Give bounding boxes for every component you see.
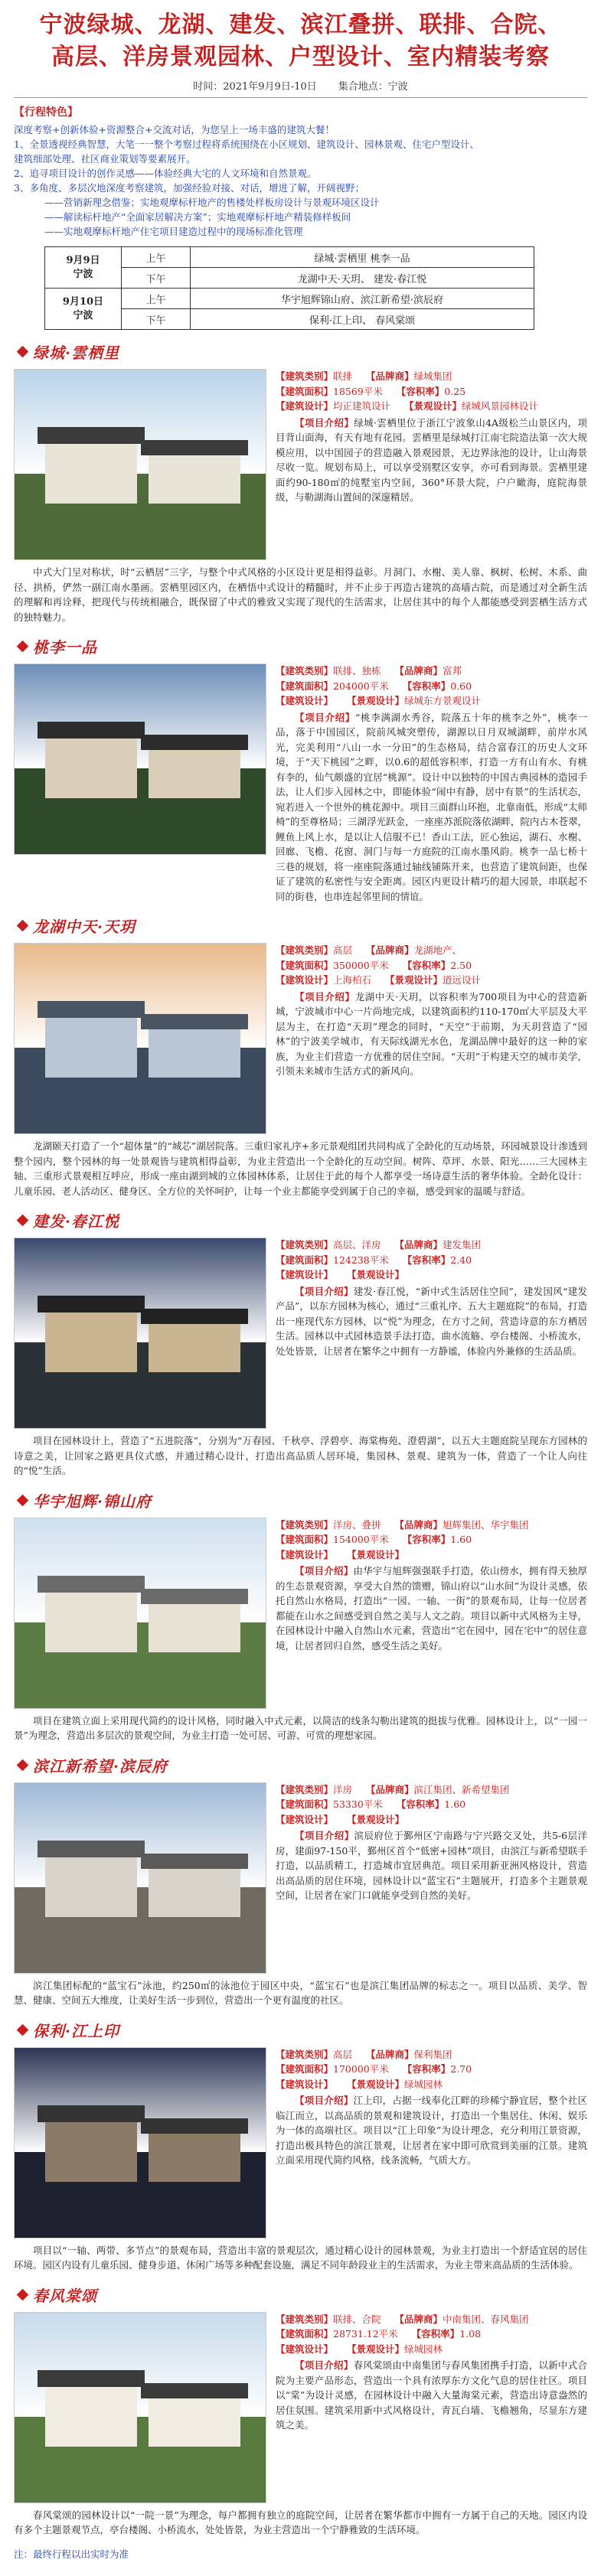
diamond-icon	[17, 2288, 29, 2300]
project-continuation: 龙湖颐天打造了一个“超体量”的“城芯”湖居院落。三重归家礼序+多元景观组团共同构成了全龄化的互动场景，环园城景设计渗透到整个园内，整个园林的每一处景观皆与建筑相得益彰，为业主营造出一个全龄化的互动空间。树阵、草坪、水景、阳光……三大园林主轴、三重形式景观相互呼应，形成一座由湖到城的立体园林体系，让居住于此的每个人都享受一场诗意生活的奢华体验。全龄化设计：儿童乐园、老人活动区、健身区、全方位的关怀呵护，让每一个业主都能享受到属于自己的幸福，感受到家的温暖与舒适。	[14, 1140, 587, 1197]
intro-label: 【项目介绍】	[295, 2095, 354, 2106]
field-label: 【景观设计】	[347, 2343, 405, 2355]
project-info	[276, 1782, 587, 1974]
intro-text: 龙湖中天·天玥，以容积率为700项目为中心的营造新城，宁波城市中心一片尚地完成，以建筑面积约110-170㎡大平层及大平层为主，在打造“天玥”理念的同时，“天空”于前期，为天玥营造了“园林”的宁波美学城市，有天际线湖光水色，龙湖品牌中最好的这一种的家族，为业主们营造一方优雅的居住空间。“天玥”于构建天空的城市美学，引领未来城市生活方式的新风向。	[276, 990, 587, 1077]
field-label: 【品牌商】	[394, 1518, 443, 1531]
project-body	[14, 943, 587, 1134]
project-header	[14, 341, 587, 363]
diamond-icon	[17, 1215, 29, 1227]
field-label: 【容积率】	[402, 1534, 451, 1545]
intro-label: 【项目介绍】	[295, 416, 354, 429]
project-continuation: 项目在建筑立面上采用现代简约的设计风格，同时融入中式元素，以简洁的线条勾勒出建筑的挺拔与优雅。园林设计上，以“一园一景”为理念，营造出多层次的景观空间，为业主打造一处可居、可游、可赏的理想家园。	[14, 1714, 587, 1741]
field-label: 【建筑类别】	[276, 944, 334, 956]
photo-building	[45, 737, 137, 798]
feature-line: 2、追寻项目设计的创作灵感——体验经典大宅的人文环境和自然景观。	[14, 168, 317, 179]
field-value: 0.25	[444, 385, 466, 397]
field-value: 中南集团、春风集团	[443, 2313, 529, 2325]
field-value: 洋房	[333, 1783, 353, 1795]
design-row	[276, 973, 587, 988]
area-far-row	[276, 1253, 587, 1268]
project-photo	[14, 369, 266, 560]
field-value: 2.40	[450, 1254, 472, 1266]
design-row	[276, 1547, 587, 1563]
field-label: 【建筑面积】	[276, 680, 334, 692]
intro-label: 【项目介绍】	[295, 711, 355, 723]
field-label: 【景观设计】	[385, 974, 443, 986]
field-label: 【建筑设计】	[276, 2078, 334, 2090]
project-intro	[276, 1564, 587, 1653]
project-continuation: 项目以“一轴、两带、多节点”的景观布局，营造出丰富的景观层次，通过精心设计的园林景观，为业主打造出一个舒适宜居的居住环境。园区内设有儿童乐园、健身步道、休闲广场等多种配套设施，满足不同年龄段业主的生活需求，为业主带来高品质的生活体验。	[14, 2244, 587, 2271]
project-continuation: 中式大门呈对称状，时“云栖居”三字，与整个中式风格的小区设计更是相得益彰。月洞门、水榭、美人靠、枫树、松树、木系、曲径、拱桥，俨然一副江南水墨画。雲栖里园区内，在栖悟中式设计的精髓时，并不止步于再造古建筑的高墙古院，而是通过对全新生活的理解和再诠释，把现代与传统相融合，既保留了中式的雅致又实现了现代的生活需求，让居住其中的每个人都能感受到雲栖生活方式的独特魅力。	[14, 566, 587, 623]
project-photo	[14, 1237, 266, 1429]
project-intro	[276, 1284, 587, 1359]
project-section	[14, 1489, 587, 1743]
field-label: 【建筑设计】	[276, 2343, 334, 2355]
projects-list	[14, 341, 587, 2538]
field-label: 【建筑类别】	[276, 665, 334, 677]
footer-note: 注：最终行程以出实时为准	[14, 2548, 129, 2560]
field-value: 18569平米	[333, 385, 383, 397]
feature-line: 深度考察+创新体验+资源整合+交流对话，为您呈上一场丰盛的建筑大餐！	[14, 124, 335, 135]
photo-roof	[38, 1001, 145, 1018]
field-value: 高层	[333, 2048, 353, 2060]
field-value: 1.60	[444, 1798, 466, 1810]
intro-label: 【项目介绍】	[295, 2359, 354, 2371]
schedule-content: 华宇旭辉锦山府、滨江新希望·滨辰府	[191, 289, 534, 309]
photo-roof	[38, 1296, 145, 1312]
project-photo	[14, 2312, 266, 2503]
project-intro	[276, 2358, 587, 2433]
photo-roof	[38, 2370, 145, 2387]
photo-roof	[141, 1854, 248, 1869]
type-brand-row	[276, 1782, 587, 1798]
project-name: 滨江新希望·滨辰府	[33, 1756, 168, 1775]
field-label: 【建筑设计】	[276, 1813, 334, 1825]
photo-building	[45, 1311, 137, 1372]
field-label: 【品牌商】	[366, 2048, 414, 2060]
field-label: 【建筑类别】	[276, 1783, 334, 1795]
schedule-day-text: 9月9日 宁波	[66, 254, 100, 280]
field-label: 【建筑面积】	[276, 385, 334, 397]
place-text: 集合地点：宁波	[338, 81, 408, 93]
project-info	[276, 664, 587, 904]
project-body	[14, 1518, 587, 1709]
project-intro	[276, 416, 587, 505]
project-body	[14, 1782, 587, 1974]
area-far-row	[276, 2062, 587, 2077]
diamond-icon	[17, 346, 29, 358]
project-info	[276, 1237, 587, 1429]
project-continuation: 项目在园林设计上，营造了“五进院落”，分别为“万春园、千秋亭、浮碧亭、海棠梅苑、澄碧湖”，以五大主题庭院呈现东方园林的诗意之美，让回家之路更具仪式感，并通过精心设计，打造出高品质人居环境，集园林、景观、建筑为一体，营造了一个让人向往的“悦”生活。	[14, 1435, 587, 1476]
diamond-icon	[17, 920, 29, 932]
photo-building	[45, 1016, 137, 1078]
schedule-part: 下午	[122, 268, 191, 289]
design-row	[276, 1812, 587, 1828]
field-value: 富邦	[443, 665, 462, 677]
photo-roof	[141, 440, 248, 455]
design-row	[276, 2077, 587, 2092]
field-value: 绿城集团	[413, 370, 452, 382]
project-section	[14, 2284, 587, 2538]
diamond-icon	[17, 1494, 29, 1506]
time-text: 时间：2021年9月9日-10日	[193, 81, 317, 93]
page-title	[14, 9, 587, 73]
field-label: 【建筑面积】	[276, 2328, 334, 2340]
field-label: 【建筑面积】	[276, 959, 334, 971]
field-value: 53330平米	[333, 1798, 383, 1810]
field-label: 【景观设计】	[347, 695, 405, 706]
field-value: 28731.12平米	[333, 2328, 398, 2340]
photo-building	[149, 1322, 240, 1372]
project-name: 保利·江上印	[33, 2021, 119, 2040]
project-name: 绿城·雲栖里	[33, 344, 119, 362]
field-value: 2.50	[450, 959, 472, 971]
project-section	[14, 915, 587, 1198]
photo-building	[45, 1591, 137, 1652]
project-section	[14, 1209, 587, 1479]
schedule-day	[45, 247, 122, 289]
field-value: 洋房、叠拼	[333, 1518, 381, 1531]
diamond-icon	[17, 641, 29, 653]
intro-text: “桃李满湖水秀谷，院落五十年的桃李之外”，桃李一品，落于中国园区，院前风城突塑传，湖源以日月双城湖畔，前岸水风光，完美利用“八山一水一分田”的生态格局，结合富春江的历史人文环境，于“天下桃园”之畔，以0.6的超低容积率，打造一方有山有水、有桃有李的，仙气颇盛的宜居“桃源”。设计中以独特的中国古典园林的造园手法，让人们步入园林之中，即能体验“闹中有静，居中有景”的生活状态，宛若进入一个世外的桃花源中。项目三面群山环抱，北靠南低，形成“太师椅”的至尊格局；三湖浮光跃金，一座座苏派院落依湖畔，院内古木苍翠，鲤鱼上风上水，是以让人信服不已！香山工法，匠心独运，湖石、水榭、回廊、飞檐、花窗、洞门与每一方庭院的江南水墨风韵。桃李一品七桥十三巷的规划，将一座座院落通过轴线铺陈开来，也营造了建筑间距，也保证了建筑的私密性与安全距离。园区内更设计精巧的超大园景，串联起不同的街巷，也串连起邻里间的情谊。	[276, 711, 587, 902]
field-value: 均正建筑设计	[333, 400, 391, 412]
photo-roof	[38, 722, 145, 739]
field-label: 【品牌商】	[366, 370, 414, 382]
field-label: 【品牌商】	[394, 1239, 443, 1251]
photo-building	[149, 1603, 240, 1652]
field-label: 【建筑设计】	[276, 1269, 334, 1280]
diamond-icon	[17, 1759, 29, 1771]
field-value: 0.60	[450, 680, 472, 692]
field-label: 【建筑类别】	[276, 2313, 334, 2325]
project-body	[14, 664, 587, 904]
area-far-row	[276, 958, 587, 973]
photo-roof	[38, 2105, 145, 2122]
area-far-row	[276, 384, 587, 399]
project-header	[14, 2019, 587, 2041]
project-name: 龙湖中天·天玥	[33, 918, 136, 936]
area-far-row	[276, 1797, 587, 1812]
field-label: 【建筑设计】	[276, 400, 334, 412]
field-label: 【容积率】	[402, 2063, 451, 2075]
field-label: 【容积率】	[396, 385, 445, 397]
feature-line: ——实地观摩标杆地产住宅项目建造过程中的现场标准化管理	[44, 226, 303, 237]
project-intro	[276, 710, 587, 905]
field-value: 旭辉集团、华宇集团	[443, 1518, 529, 1531]
field-label: 【建筑类别】	[276, 2048, 334, 2060]
project-header	[14, 915, 587, 937]
field-value: 154000平米	[333, 1534, 389, 1545]
project-header	[14, 1754, 587, 1776]
field-label: 【建筑设计】	[276, 695, 334, 706]
design-row	[276, 2342, 587, 2357]
design-row	[276, 399, 587, 414]
field-label: 【品牌商】	[366, 944, 414, 956]
type-brand-row	[276, 2312, 587, 2327]
field-label: 【建筑类别】	[276, 1239, 334, 1251]
field-label: 【建筑设计】	[276, 1548, 334, 1560]
type-brand-row	[276, 943, 587, 958]
title-line-2: 高层、洋房景观园林、户型设计、室内精装考察	[51, 44, 550, 70]
project-info	[276, 943, 587, 1134]
project-section	[14, 635, 587, 904]
intro-label: 【项目介绍】	[295, 1830, 354, 1841]
photo-building	[149, 1867, 240, 1917]
field-label: 【建筑类别】	[276, 370, 334, 382]
project-body	[14, 2312, 587, 2503]
project-name: 春风棠颂	[33, 2286, 97, 2305]
intro-label: 【项目介绍】	[295, 990, 355, 1003]
field-label: 【容积率】	[402, 1254, 451, 1266]
project-header	[14, 1489, 587, 1511]
field-value: 1.60	[450, 1534, 472, 1545]
field-value: 建发集团	[443, 1239, 482, 1251]
field-label: 【建筑类别】	[276, 1518, 334, 1531]
photo-roof	[38, 1841, 145, 1857]
photo-roof	[38, 427, 145, 444]
photo-building	[149, 1028, 240, 1078]
project-body	[14, 369, 587, 560]
field-value: 绿城风景园林设计	[462, 400, 539, 412]
feature-line: 建筑细部处理、社区商业策划等要素展开。	[14, 153, 196, 165]
field-value: 高层、洋房	[333, 1239, 381, 1251]
field-label: 【建筑面积】	[276, 2063, 334, 2075]
field-value: 联排、合院	[333, 2313, 381, 2325]
field-label: 【景观设计】	[347, 1269, 405, 1280]
intro-label: 【项目介绍】	[295, 1565, 354, 1577]
field-value: 170000平米	[333, 2063, 389, 2075]
intro-text: 春风棠颂由中南集团与春风集团携手打造，以新中式合院为主要产品形态，营造出一个具有浓厚东方文化气息的居住社区。项目以“棠”为设计灵感，在园林设计中融入大量海棠元素，营造出诗意盎然的居住氛围。建筑采用新中式风格设计，青瓦白墙、飞檐翘角，尽显东方建筑之美。	[276, 2359, 587, 2431]
field-label: 【品牌商】	[394, 665, 443, 677]
schedule-content: 绿城·雲栖里 桃李一品	[191, 247, 534, 268]
photo-roof	[141, 2118, 248, 2134]
type-brand-row	[276, 369, 587, 384]
field-value: 高层	[333, 944, 353, 956]
project-photo	[14, 2047, 266, 2239]
project-intro	[276, 2093, 587, 2168]
type-brand-row	[276, 2047, 587, 2062]
field-label: 【建筑面积】	[276, 1254, 334, 1266]
field-value: 龙湖地产、	[413, 944, 462, 956]
field-label: 【景观设计】	[404, 400, 462, 412]
title-line-1: 宁波绿城、龙湖、建发、滨江叠拼、联排、合院、	[39, 11, 562, 38]
field-label: 【容积率】	[402, 680, 451, 692]
photo-roof	[141, 1589, 248, 1604]
schedule-day-text: 9月10日 宁波	[62, 295, 104, 321]
photo-building	[45, 2385, 137, 2447]
area-far-row	[276, 1532, 587, 1547]
field-label: 【容积率】	[402, 959, 451, 971]
field-value: 1.08	[459, 2328, 482, 2340]
project-name: 桃李一品	[33, 638, 97, 657]
feature-line: 1、全景透视经典智慧，大笔一一整个考察过程将系统围绕在小区规划、建筑设计、园林景观、住宅户型设计、	[14, 139, 479, 150]
field-value: 350000平米	[333, 959, 389, 971]
field-value: 绿城东方景观设计	[404, 695, 482, 706]
project-section	[14, 1754, 587, 2008]
photo-roof	[141, 1014, 248, 1029]
project-name: 建发·春江悦	[33, 1212, 119, 1231]
type-brand-row	[276, 664, 587, 679]
field-label: 【建筑面积】	[276, 1534, 334, 1545]
photo-building	[45, 2121, 137, 2182]
project-photo	[14, 1518, 266, 1709]
field-value: 保利集团	[413, 2048, 452, 2060]
project-intro	[276, 1828, 587, 1903]
field-label: 【容积率】	[396, 1798, 445, 1810]
field-value: 上海柏石	[333, 974, 372, 986]
schedule-content: 龙湖中天·天玥、 建发·春江悦	[191, 268, 534, 289]
field-label: 【品牌商】	[366, 1783, 414, 1795]
field-label: 【景观设计】	[347, 2078, 405, 2090]
project-header	[14, 2284, 587, 2306]
field-value: 滨江集团、新希望集团	[413, 1783, 510, 1795]
photo-roof	[141, 2383, 248, 2398]
photo-roof	[141, 735, 248, 750]
project-photo	[14, 1782, 266, 1974]
field-label: 【景观设计】	[347, 1548, 405, 1560]
schedule-table	[44, 246, 534, 330]
design-row	[276, 693, 587, 709]
project-photo	[14, 664, 266, 855]
project-info	[276, 2312, 587, 2503]
photo-building	[149, 454, 240, 504]
field-value: 绿城园林	[404, 2078, 443, 2090]
schedule-day	[45, 289, 122, 330]
field-label: 【品牌商】	[394, 2313, 443, 2325]
project-section	[14, 341, 587, 624]
project-info	[276, 1518, 587, 1709]
design-row	[276, 1267, 587, 1283]
photo-building	[45, 442, 137, 504]
intro-text: 绿城·雲栖里位于浙江宁波象山4A级松兰山景区内，项目背山面海，有天有地有花园。雲栖里是绿城打江南宅院造法第一次大规模应用，以中国园子的营造融入景观园景，无边界泳池的设计，让山海景尽收一览。规划布局上，可以享受别墅区安享，亦可看到海景。雲栖里建面约90-180㎡的纯墅室内空间，360°环景大院，户户瞰海，庭院海景级，与勒湖海山置间的深邃精居。	[276, 416, 587, 503]
project-info	[276, 2047, 587, 2239]
photo-roof	[141, 1309, 248, 1324]
type-brand-row	[276, 1237, 587, 1253]
feature-line: 3、多角度、多层次地深度考察建筑，加强经验对接、对话，增进了解，开阔视野；	[14, 182, 364, 194]
field-value: 204000平米	[333, 680, 389, 692]
feature-line: ——营销新理念借鉴；实地观摩标杆地产的售楼处样板房设计与景观环境区设计	[44, 197, 380, 208]
project-header	[14, 635, 587, 657]
photo-roof	[38, 1576, 145, 1593]
field-label: 【建筑面积】	[276, 1798, 334, 1810]
photo-building	[149, 2132, 240, 2182]
area-far-row	[276, 2327, 587, 2342]
project-name: 华宇旭辉·锦山府	[33, 1492, 152, 1511]
field-value: 124238平米	[333, 1254, 389, 1266]
field-value: 道远设计	[443, 974, 482, 986]
project-section	[14, 2019, 587, 2273]
project-continuation: 春风棠颂的园林设计以“一院一景”为理念，每户都拥有独立的庭院空间，让居者在繁华都市中拥有一方属于自己的天地。园区内设有多个主题景观节点，亭台楼阁、小桥流水，处处皆景，为业主营造出一个宁静雅致的生活环境。	[14, 2509, 587, 2535]
intro-text: 由华宇与旭辉强强联手打造，依山傍水，拥有得天独厚的生态景观资源，享受大自然的馈赠，锦山府以“山水间”为设计灵感，依托自然山水格局，打造出“一园、一轴、一街”的景观布局，让每一位居者都能在山水之间感受到自然之美与人文之韵。项目以新中式风格为主导，在园林设计中融入自然山水元素，营造出“宅在园中，园在宅中”的居住意境，让居者回归自然，感受生活之美好。	[276, 1565, 587, 1652]
field-label: 【建筑设计】	[276, 974, 334, 986]
project-intro	[276, 990, 587, 1079]
photo-building	[45, 1856, 137, 1917]
intro-text: 江上印，占据一线奉化江畔的珍稀宁静宜居，整个社区临江而立，以高品质的景观和建筑设计，打造出一个集居住、休闲、娱乐为一体的高端社区。项目以“江上印象”为设计理念，充分利用江景资源，打造出极具特色的滨江景观，让居者在家中即可欣赏到美丽的江景。建筑立面采用现代简约风格，线条流畅，气质大方。	[276, 2095, 587, 2166]
intro-text: 建发·春江悦，“新中式生活居住空间”，建发国风“建发产品”，以东方园林为核心，通过“三重礼序、五大主题庭院”的布局，打造出一座现代东方园林，以“悦”为理念，在方寸之间，营造诗意的东方栖居生活。园林以中式园林造景手法打造，曲水流觞、亭台楼阁、小桥流水，处处皆景，让居者在繁华之中拥有一方静谧，体验内外兼修的生活品质。	[276, 1285, 587, 1357]
intro-label: 【项目介绍】	[295, 1285, 354, 1297]
meta-row	[14, 78, 587, 98]
intro-text: 滨辰府位于鄞州区宁南路与宁兴路交叉处，共5-6层洋房，建面97-150平，鄞州区首个“低密+园林”项目，由滨江与新希望联手打造，以品质精工，打造城市宜居典范。项目采用新亚洲风格设计，营造出高品质的居住环境，园林设计以“蓝宝石”主题展开，打造多个主题景观空间，让居者在家门口就能享受到自然的美好。	[276, 1830, 587, 1901]
area-far-row	[276, 679, 587, 694]
project-continuation: 滨江集团标配的“蓝宝石”泳池，约250㎡的泳池位于园区中央，“蓝宝石”也是滨江集团品牌的标志之一。项目以品质、美学、智慧、健康、空间五大维度，让美好生活一步到位，营造出一个更有温度的社区。	[14, 1979, 587, 2006]
photo-building	[149, 748, 240, 798]
field-label: 【景观设计】	[347, 1813, 405, 1825]
feature-line: ——解读标杆地产“全面家居解决方案”；实地观摩标杆地产精装修样板间	[44, 211, 351, 223]
project-photo	[14, 943, 266, 1134]
field-value: 2.70	[450, 2063, 472, 2075]
field-label: 【容积率】	[411, 2328, 460, 2340]
project-info	[276, 369, 587, 560]
schedule-part: 上午	[122, 247, 191, 268]
field-value: 联排	[333, 370, 353, 382]
project-header	[14, 1209, 587, 1231]
schedule-part: 下午	[122, 309, 191, 330]
project-body	[14, 2047, 587, 2239]
diamond-icon	[17, 2023, 29, 2036]
features-list	[14, 122, 587, 239]
type-brand-row	[276, 1518, 587, 1533]
field-value: 绿城园林	[404, 2343, 443, 2355]
field-value: 联排、独栋	[333, 665, 381, 677]
project-body	[14, 1237, 587, 1429]
schedule-content: 保利·江上印、 春风棠颂	[191, 309, 534, 330]
photo-building	[149, 2397, 240, 2447]
schedule-part: 上午	[122, 289, 191, 309]
features-heading: 【行程特色】	[14, 106, 78, 119]
